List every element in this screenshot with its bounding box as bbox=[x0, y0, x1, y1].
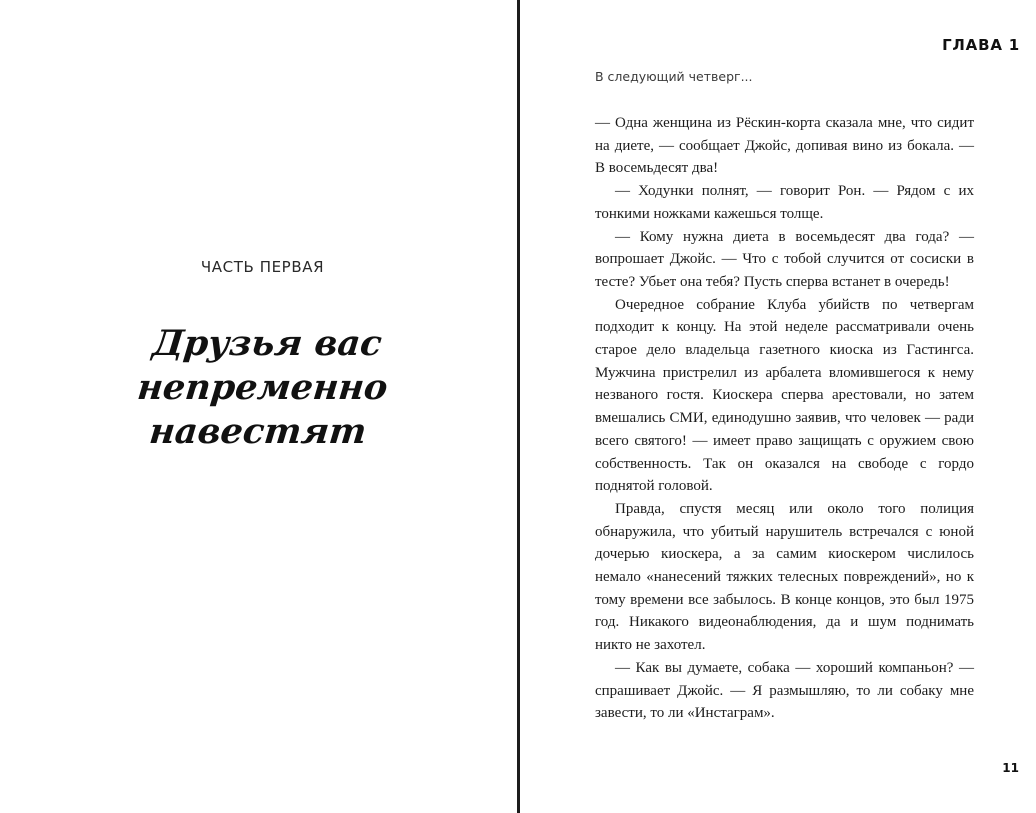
paragraph: — Ходунки полнят, — говорит Рон. — Рядом с их тонкими ножками кажешься толще. bbox=[595, 183, 974, 222]
chapter-body-text bbox=[595, 112, 974, 725]
right-page bbox=[520, 0, 1036, 813]
part-title: Друзья вас непременно навестят bbox=[135, 323, 390, 452]
page-number: 11 bbox=[1002, 761, 1019, 775]
paragraph: — Кому нужна диета в восемьдесят два года? — вопрошает Джойс. — Что с тобой случится от сосиски в тесте? Убьет она тебя? Пусть сперва встанет в очередь! bbox=[595, 228, 974, 290]
chapter-label: ГЛАВА 1 bbox=[942, 36, 1020, 54]
part-label: ЧАСТЬ ПЕРВАЯ bbox=[200, 258, 325, 276]
paragraph: Очередное собрание Клуба убийств по четвергам подходит к концу. На этой неделе рассматривали очень старое дело владельца газетного киоска из Гастингса. Мужчина пристрелил из арбалета вломившегося к нему незваного гостя. Киоскера сперва арестовали, но затем вмешались СМИ, единодушно заявив, что человек — ради всего святого! — имеет право защищать с оружием свою собственность. Так он оказался на свободе с гордо поднятой головой. bbox=[595, 296, 974, 495]
paragraph: — Одна женщина из Рёскин-корта сказала мне, что сидит на диете, — сообщает Джойс, допивая вино из бокала. — В восемьдесят два! bbox=[595, 115, 974, 177]
paragraph: Правда, спустя месяц или около того полиция обнаружила, что убитый нарушитель встречался с юной дочерью киоскера, а за самим киоскером числилось немало «нанесений тяжких телесных повреждений», но к тому времени все забылось. В конце концов, это был 1975 год. Никакого видеонаблюдения, да и шум поднимать никто не захотел. bbox=[595, 500, 974, 654]
chapter-epigraph: В следующий четверг... bbox=[595, 69, 753, 84]
paragraph: — Как вы думаете, собака — хороший компаньон? — спрашивает Джойс. — Я размышляю, то ли собаку мне завести, то ли «Инстаграм». bbox=[595, 659, 974, 722]
